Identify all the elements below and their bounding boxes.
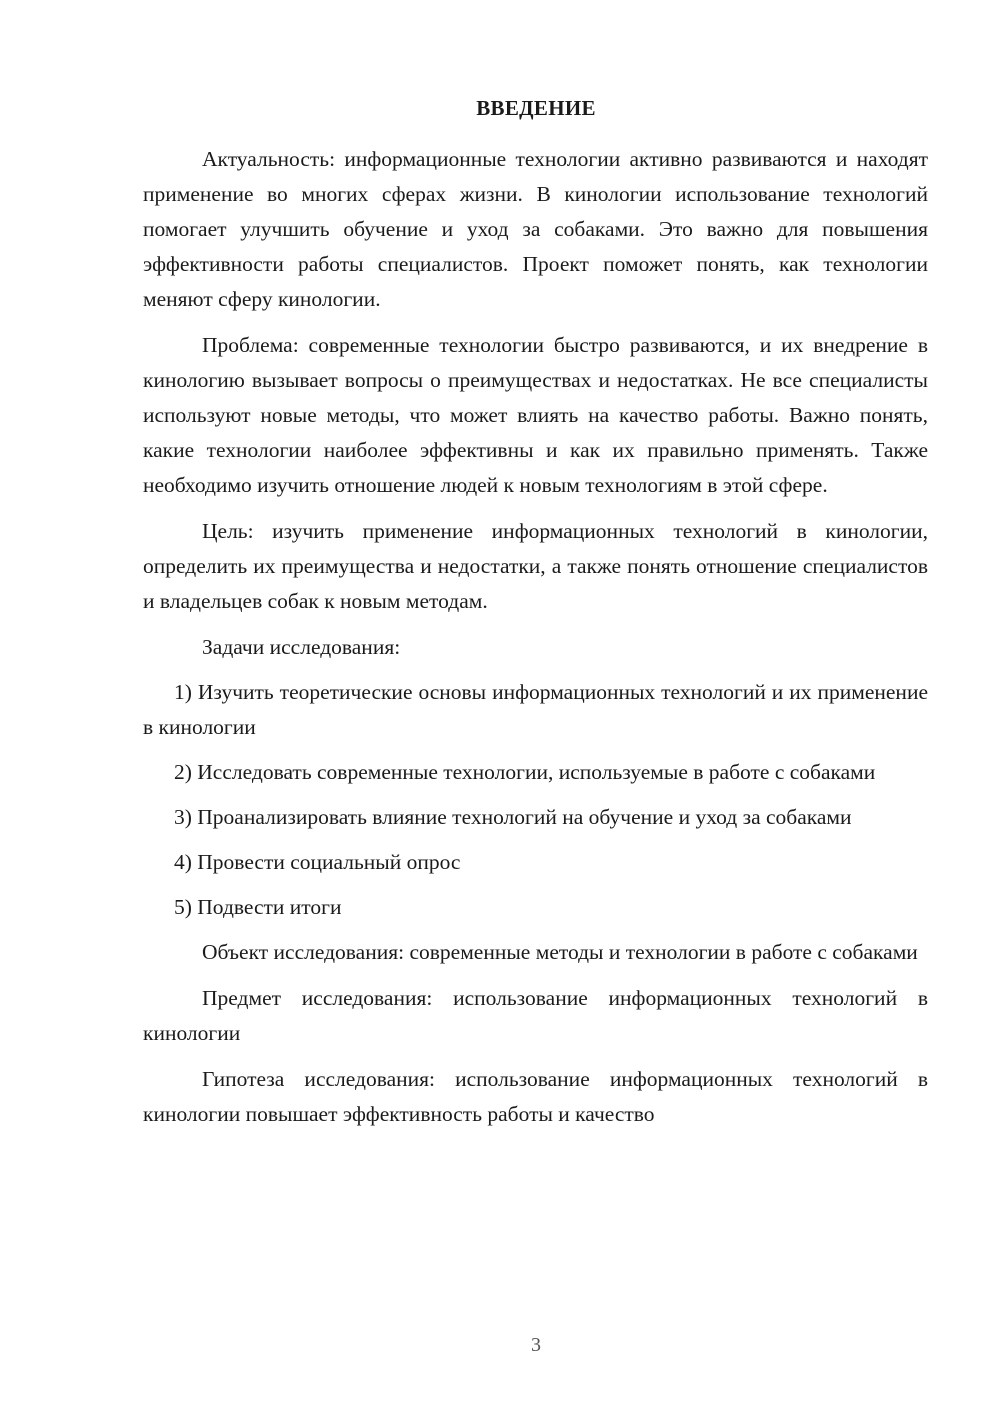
task-item-3: 3) Проанализировать влияние технологий на обучение и уход за собаками: [174, 805, 852, 829]
paragraph-relevance: Актуальность: информационные технологии активно развиваются и находят применение во многих сферах жизни. В кинологии использование технологий помогает улучшить обучение и уход за собаками. Это важно для повышения эффективности работы специалистов. Проект поможет понять, как технологии меняют сферу кинологии.: [143, 147, 928, 311]
task-item-5: 5) Подвести итоги: [174, 895, 342, 919]
task-item-4: 4) Провести социальный опрос: [174, 850, 461, 874]
paragraph-object: Объект исследования: современные методы и технологии в работе с собаками: [202, 940, 918, 964]
task-item-1: 1) Изучить теоретические основы информационных технологий и их применение в кинологии: [143, 680, 928, 739]
tasks-title: Задачи исследования:: [202, 635, 401, 659]
paragraph-hypothesis: Гипотеза исследования: использование информационных технологий в кинологии повышает эффективность работы и качество: [143, 1067, 928, 1126]
task-item-2: 2) Исследовать современные технологии, используемые в работе с собаками: [174, 760, 876, 784]
paragraph-problem: Проблема: современные технологии быстро развиваются, и их внедрение в кинологию вызывает вопросы о преимуществах и недостатках. Не все специалисты используют новые методы, что может влиять на качество работы. Важно понять, какие технологии наиболее эффективны и как их правильно применять. Также необходимо изучить отношение людей к новым технологиям в этой сфере.: [143, 333, 928, 497]
section-heading: ВВЕДЕНИЕ: [476, 96, 596, 120]
body-text: [143, 142, 928, 1143]
paragraph-subject: Предмет исследования: использование информационных технологий в кинологии: [143, 986, 928, 1045]
page-number: 3: [531, 1334, 541, 1356]
paragraph-goal: Цель: изучить применение информационных технологий в кинологии, определить их преимущества и недостатки, а также понять отношение специалистов и владельцев собак к новым методам.: [143, 519, 928, 613]
